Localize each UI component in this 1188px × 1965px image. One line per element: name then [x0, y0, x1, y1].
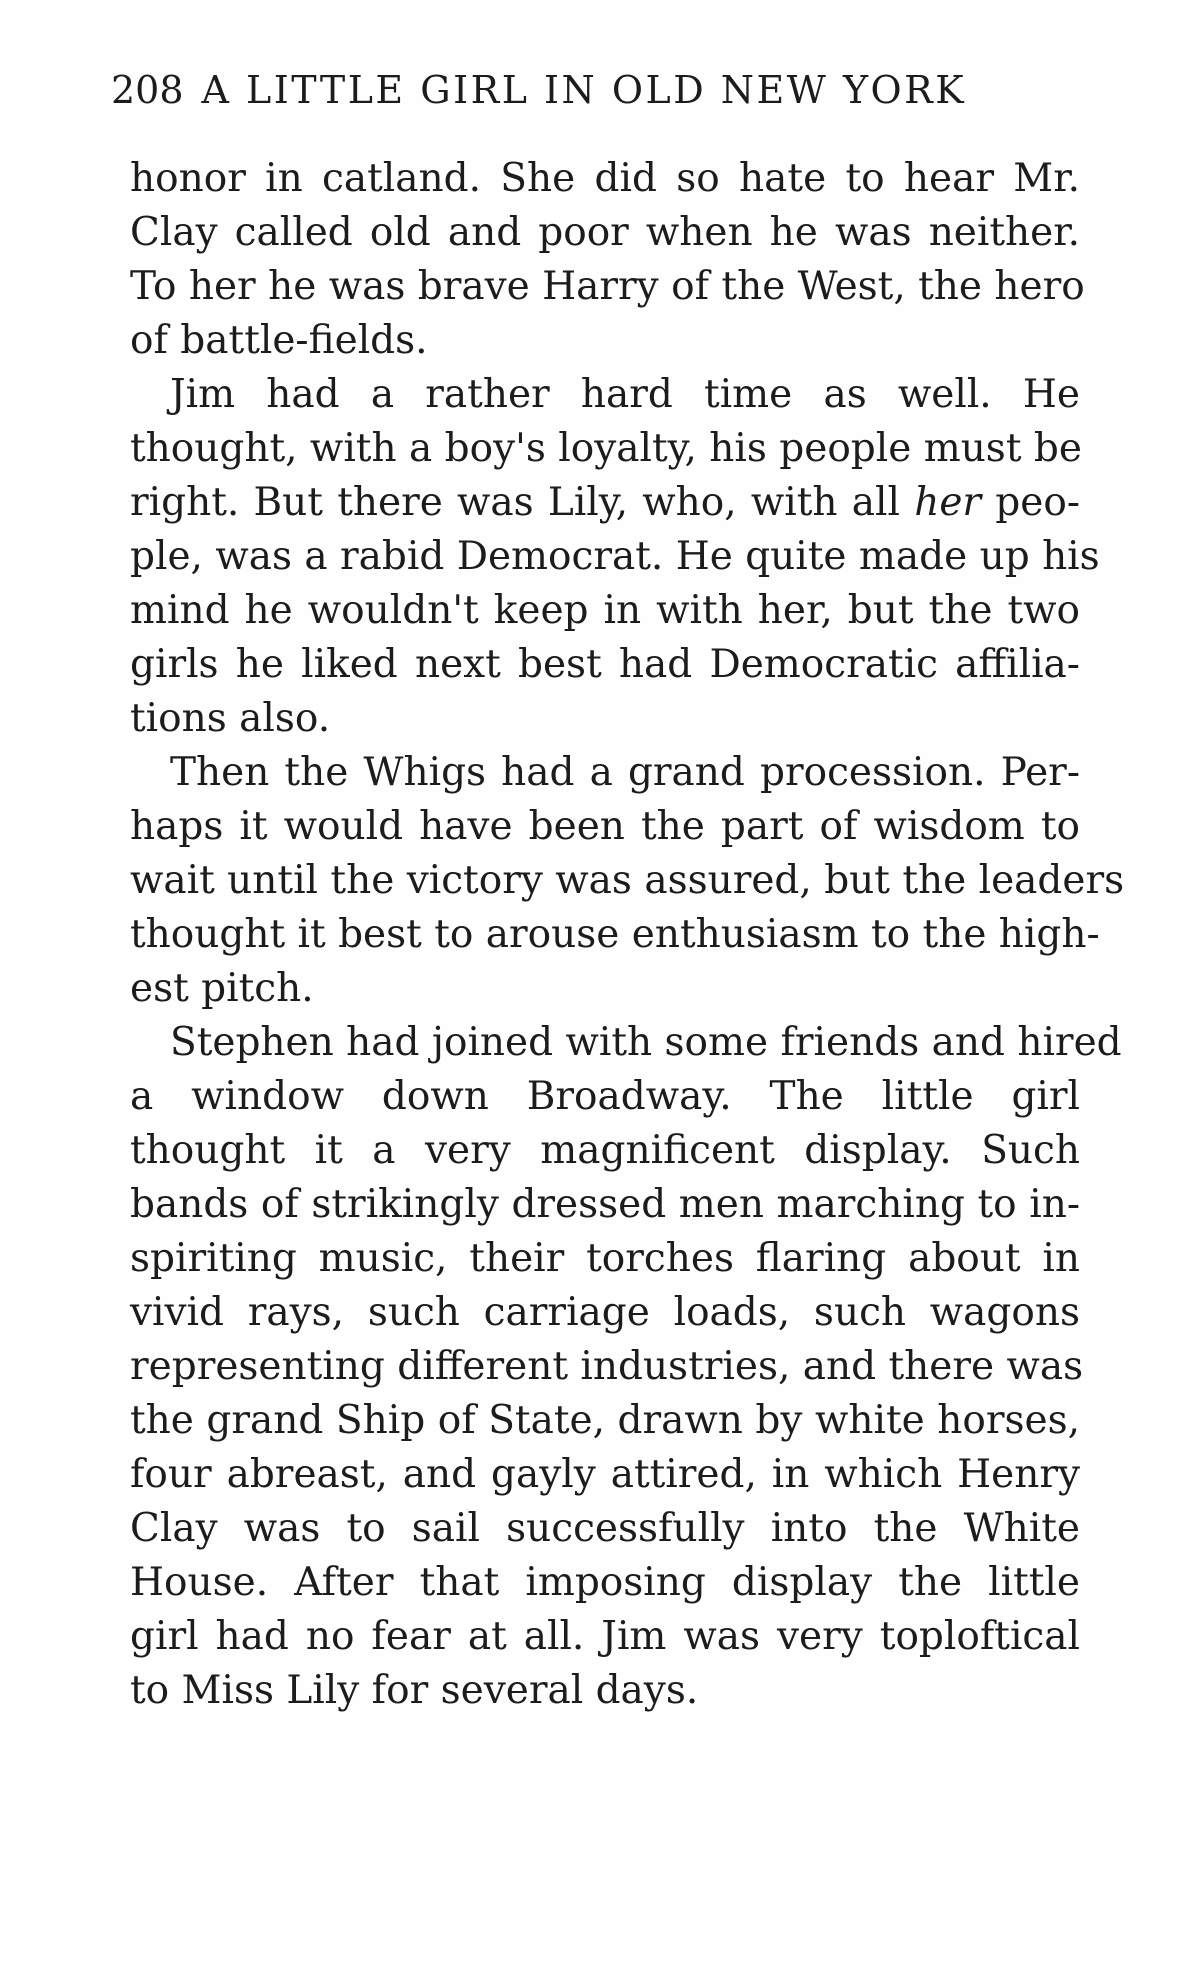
text-line: wait until the victory was assured, but the leaders [130, 858, 1125, 903]
text-line: girl had no fear at all. Jim was very toploftical [130, 1614, 1080, 1659]
text-line: ple, was a rabid Democrat. He quite made up his [130, 534, 1100, 579]
text-line: vivid rays, such carriage loads, such wagons [130, 1290, 1080, 1335]
text-line: the grand Ship of State, drawn by white horses, [130, 1398, 1080, 1443]
italic-word: her [914, 480, 982, 525]
text-line: House. After that imposing display the little [130, 1560, 1080, 1605]
text-line: a window down Broadway. The little girl [130, 1074, 1080, 1119]
text-line: tions also. [130, 696, 331, 741]
text-line: haps it would have been the part of wisdom to [130, 804, 1080, 849]
text-line: four abreast, and gayly attired, in which Henry [130, 1452, 1080, 1497]
text-line: thought, with a boy's loyalty, his people must be [130, 426, 1082, 471]
text-line: right. But there was Lily, who, with all her peo- [130, 480, 1080, 525]
text-line: of battle-fields. [130, 318, 428, 363]
text-line: thought it best to arouse enthusiasm to the high- [130, 912, 1100, 957]
text-line: mind he wouldn't keep in with her, but the two [130, 588, 1080, 633]
text-line: thought it a very magnificent display. Such [130, 1128, 1080, 1173]
text-line: honor in catland. She did so hate to hear Mr. [130, 156, 1080, 201]
text-line: Then the Whigs had a grand procession. Per- [170, 750, 1080, 795]
text-line: representing different industries, and there was [130, 1344, 1084, 1389]
page-number: 208 [111, 68, 184, 112]
text-line: spiriting music, their torches flaring about in [130, 1236, 1080, 1281]
running-title: A LITTLE GIRL IN OLD NEW YORK [201, 68, 967, 112]
text-line: est pitch. [130, 966, 314, 1011]
running-head [111, 68, 1091, 112]
text-line: girls he liked next best had Democratic affilia- [130, 642, 1080, 687]
body-text [130, 152, 1125, 1718]
text-line: bands of strikingly dressed men marching to in- [130, 1182, 1080, 1227]
text-line: to Miss Lily for several days. [130, 1668, 699, 1713]
text-line: To her he was brave Harry of the West, the hero [130, 264, 1085, 309]
text-line: Jim had a rather hard time as well. He [170, 372, 1080, 417]
text-line: Clay called old and poor when he was neither. [130, 210, 1080, 255]
text-line: Clay was to sail successfully into the White [130, 1506, 1080, 1551]
text-line: Stephen had joined with some friends and hired [170, 1020, 1122, 1065]
